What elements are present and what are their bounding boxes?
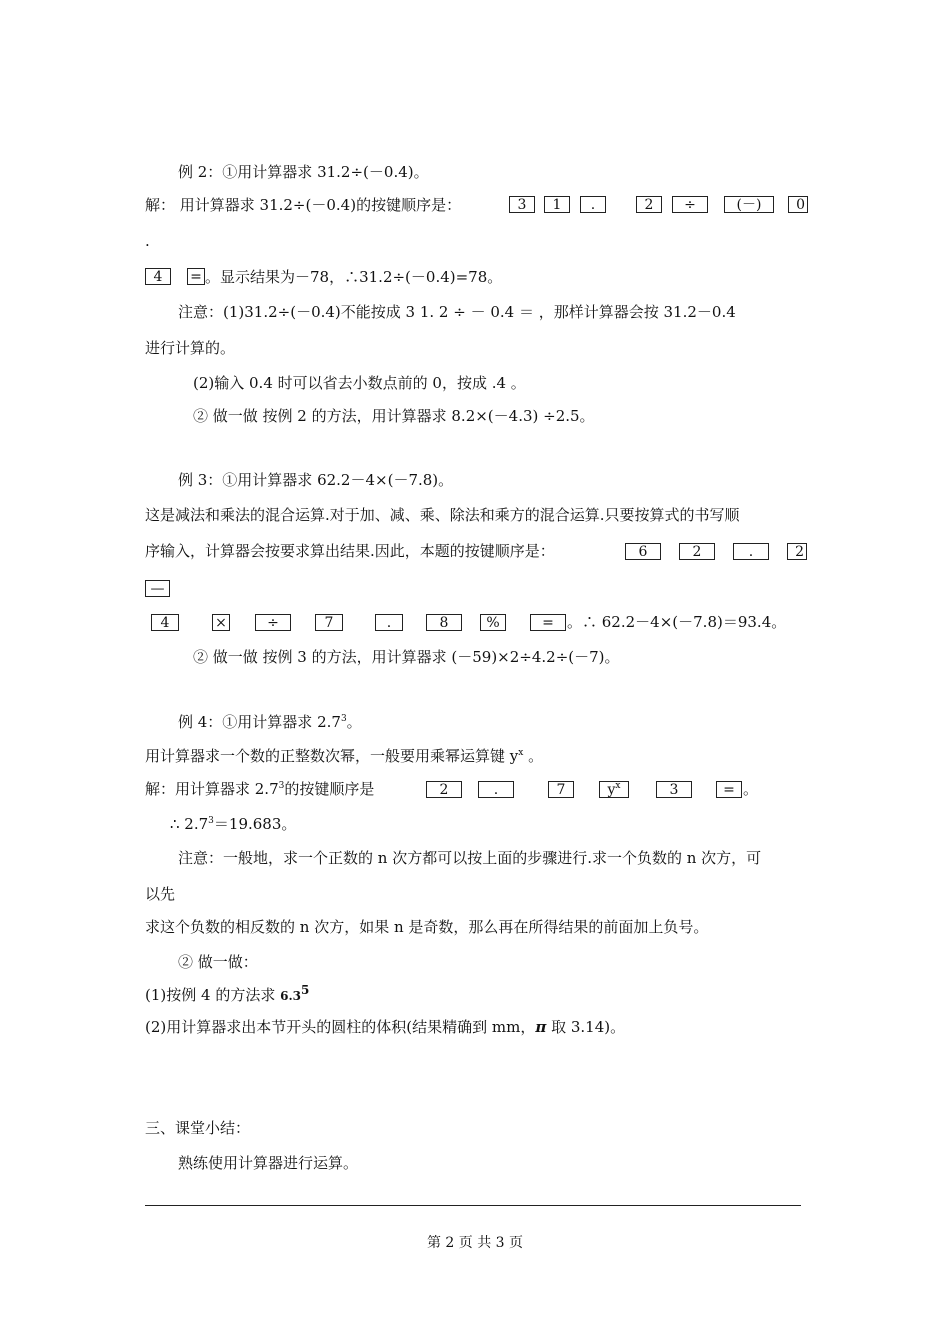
key-3: 3 bbox=[656, 781, 692, 798]
ex4-try: ② 做一做： bbox=[178, 953, 258, 971]
ex2-wrapped-dot: . bbox=[145, 232, 150, 250]
ex4-end-mark: 。 bbox=[743, 780, 759, 798]
ex4-solution: 解：用计算器求 $2.7^3$的按键顺序是 bbox=[145, 780, 375, 798]
ex2-try: ② 做一做 按例 2 的方法，用计算器求 8.2×(－4.3) ÷2.5。 bbox=[193, 407, 595, 425]
key-equals: = bbox=[187, 268, 205, 285]
ex2-result: 。显示结果为－78，∴31.2÷(－0.4)=78。 bbox=[205, 268, 503, 286]
ex4-question-2: (2)用计算器求出本节开头的圆柱的体积(结果精确到 mm，π 取 3.14)。 bbox=[145, 1018, 626, 1036]
key-equals: = bbox=[530, 614, 566, 631]
key-dot: . bbox=[580, 196, 606, 213]
key-2: 2 bbox=[679, 543, 715, 560]
key-negative: (－) bbox=[724, 196, 774, 213]
ex4-title: 例 4：①用计算器求 $2.7^3$。 bbox=[178, 713, 362, 731]
ex2-note-1-cont: 进行计算的。 bbox=[145, 339, 236, 357]
key-multiply: × bbox=[212, 614, 230, 631]
footer-divider bbox=[145, 1205, 801, 1206]
key-power: $y^x$ bbox=[599, 781, 629, 798]
ex4-note-2: 求这个负数的相反数的 n 次方，如果 n 是奇数，那么再在所得结果的前面加上负号。 bbox=[145, 918, 709, 936]
key-6: 6 bbox=[625, 543, 661, 560]
key-divide: ÷ bbox=[672, 196, 708, 213]
summary-text: 熟练使用计算器进行运算。 bbox=[178, 1154, 359, 1172]
ex3-paragraph-2: 序输入，计算器会按要求算出结果.因此，本题的按键顺序是： bbox=[145, 542, 555, 560]
key-2-wrap: 2 bbox=[787, 543, 807, 560]
ex4-therefore: ∴ $2.7^3=19.683$。 bbox=[170, 815, 297, 833]
ex2-note-2: (2)输入 0.4 时可以省去小数点前的 0，按成 .4 。 bbox=[193, 374, 526, 392]
key-2: 2 bbox=[636, 196, 662, 213]
ex4-note-1-cont: 以先 bbox=[145, 885, 176, 903]
key-7: 7 bbox=[548, 781, 574, 798]
key-0: 0 bbox=[788, 196, 808, 213]
key-4: 4 bbox=[151, 614, 179, 631]
ex4-paragraph: 用计算器求一个数的正整数次幂，一般要用乘幂运算键 $y^x$ 。 bbox=[145, 747, 544, 765]
ex4-note-1: 注意：一般地，求一个正数的 n 次方都可以按上面的步骤进行.求一个负数的 n 次方，可 bbox=[178, 849, 762, 867]
ex3-result: 。∴ 62.2－4×(－7.8)＝93.4。 bbox=[567, 613, 787, 631]
ex4-question-1: (1)按例 4 的方法求 $6.3^5$ bbox=[145, 983, 310, 1004]
key-1: 1 bbox=[544, 196, 570, 213]
key-dot: . bbox=[478, 781, 514, 798]
key-7: 7 bbox=[315, 614, 343, 631]
key-minus: — bbox=[145, 580, 170, 597]
page-number: 第 2 页 共 3 页 bbox=[426, 1235, 524, 1251]
key-2: 2 bbox=[426, 781, 462, 798]
ex2-title: 例 2：①用计算器求 31.2÷(－0.4)。 bbox=[178, 163, 429, 181]
ex3-try: ② 做一做 按例 3 的方法，用计算器求 (－59)×2÷4.2÷(－7)。 bbox=[193, 648, 620, 666]
key-percent: % bbox=[480, 614, 506, 631]
ex2-note-1: 注意：(1)31.2÷(－0.4)不能按成 3 1. 2 ÷ － 0.4 ＝ ，那样计算器会按 31.2－0.4 bbox=[178, 303, 736, 321]
key-dot: . bbox=[375, 614, 403, 631]
key-equals: = bbox=[716, 781, 742, 798]
key-divide: ÷ bbox=[255, 614, 291, 631]
key-dot: . bbox=[733, 543, 769, 560]
ex3-paragraph-1: 这是减法和乘法的混合运算.对于加、减、乘、除法和乘方的混合运算.只要按算式的书写顺 bbox=[145, 506, 740, 524]
ex3-title: 例 3：①用计算器求 62.2－4×(－7.8)。 bbox=[178, 471, 454, 489]
key-4: 4 bbox=[145, 268, 171, 285]
key-3: 3 bbox=[509, 196, 535, 213]
ex2-solution: 解： 用计算器求 31.2÷(－0.4)的按键顺序是： bbox=[145, 196, 462, 214]
key-8: 8 bbox=[426, 614, 462, 631]
summary-heading: 三、课堂小结： bbox=[145, 1119, 251, 1137]
